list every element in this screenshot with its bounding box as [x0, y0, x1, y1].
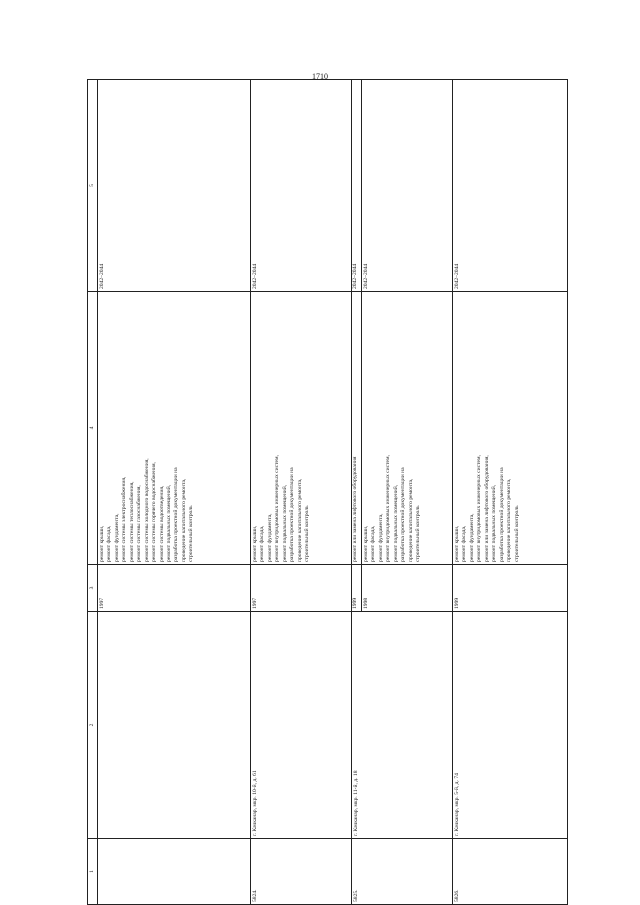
row-period: [352, 80, 453, 292]
work-item: разработка проектной документации на: [289, 467, 296, 562]
row-address: г. Качканар, мкр. 10-й, д. 61: [251, 612, 352, 839]
work-item: ремонт фундамента,: [377, 513, 384, 562]
row-year-second: 1998: [363, 597, 369, 609]
work-item: ремонт системы холодного водоснабжения,: [143, 458, 150, 562]
row-works: [453, 292, 568, 565]
work-item: ремонт подвальных помещений,: [491, 484, 498, 562]
row-year: 1997: [98, 565, 251, 612]
work-item: ремонт фундамента,: [266, 513, 273, 562]
row-year: 1999: [453, 565, 568, 612]
capital-repair-table: [87, 79, 568, 905]
work-item: ремонт внутридомовых инженерных систем,: [274, 455, 281, 562]
work-item: ремонт фундамента,: [113, 513, 120, 562]
work-item: ремонт крыши,: [363, 525, 369, 562]
work-item: разработка проектной документации на: [400, 467, 407, 562]
work-item: проведение капитального ремонта,: [506, 478, 513, 562]
work-item: ремонт фасада,: [461, 525, 468, 562]
table-row: [453, 80, 568, 905]
row-address: [98, 612, 251, 839]
row-address: г. Качканар, мкр. 5-й, д. 74: [453, 612, 568, 839]
row-period-first: 2042–2044: [352, 80, 362, 291]
table-row: [98, 80, 251, 905]
work-item: строительный контроль: [188, 505, 195, 562]
header-col-5: 5: [88, 80, 98, 292]
work-item: ремонт системы водоотведения,: [158, 485, 165, 562]
work-item: ремонт системы теплоснабжения,: [128, 481, 135, 562]
work-item: ремонт фасада,: [259, 525, 266, 562]
work-item-lift: ремонт или замена лифтового оборудования: [352, 292, 362, 564]
header-col-4: 4: [88, 292, 98, 565]
table-header-row: [88, 80, 98, 905]
row-number: [98, 839, 251, 905]
row-period-second: 2042–2044: [363, 263, 369, 289]
work-item: ремонт системы горячего водоснабжения,: [151, 462, 158, 562]
row-number: 5824.: [251, 839, 352, 905]
work-item: ремонт подвальных помещений,: [281, 484, 288, 562]
work-item: проведение капитального ремонта,: [296, 478, 303, 562]
work-item: ремонт внутридомовых инженерных систем,: [385, 455, 392, 562]
table-row: [352, 80, 453, 905]
work-item: ремонт системы газоснабжения,: [136, 485, 143, 562]
work-item: ремонт или замена лифтового оборудования,: [483, 455, 490, 562]
work-item: разработка проектной документации на: [173, 467, 180, 562]
row-address: г. Качканар, мкр. 11-й, д. 18: [352, 612, 453, 839]
row-period: 2042–2044: [251, 80, 352, 292]
work-item: ремонт фасада,: [370, 525, 377, 562]
row-works: [352, 292, 453, 565]
work-item: ремонт подвальных помещений,: [165, 484, 172, 562]
header-col-3: 3: [88, 565, 98, 612]
row-works: [98, 292, 251, 565]
row-number: 5825.: [352, 839, 453, 905]
header-col-1: 1: [88, 839, 98, 905]
work-item: ремонт внутридомовых инженерных систем,: [476, 455, 483, 562]
row-year-first: 1999: [352, 565, 362, 611]
work-item: ремонт крыши,: [252, 525, 258, 562]
page-number: 1710: [312, 72, 328, 81]
work-item: разработка проектной документации на: [498, 467, 505, 562]
row-period: 2042–2044: [98, 80, 251, 292]
rotated-table-wrapper: [87, 80, 520, 905]
row-works: [251, 292, 352, 565]
work-item: ремонт подвальных помещений,: [392, 484, 399, 562]
row-year: 1997: [251, 565, 352, 612]
header-col-2: 2: [88, 612, 98, 839]
work-item: ремонт фасада,: [106, 525, 113, 562]
row-number: 5826.: [453, 839, 568, 905]
row-period: 2042–2044: [453, 80, 568, 292]
work-item: проведение капитального ремонта,: [180, 478, 187, 562]
work-item: строительный контроль: [513, 505, 520, 562]
work-item: ремонт крыши,: [454, 525, 460, 562]
work-item: ремонт крыши,: [99, 525, 105, 562]
work-item: строительный контроль: [415, 505, 422, 562]
row-year: [352, 565, 453, 612]
work-item: ремонт системы электроснабжения,: [121, 476, 128, 562]
work-item: ремонт фундамента,: [468, 513, 475, 562]
work-item: строительный контроль: [304, 505, 311, 562]
table-row: [251, 80, 352, 905]
work-item: проведение капитального ремонта,: [407, 478, 414, 562]
